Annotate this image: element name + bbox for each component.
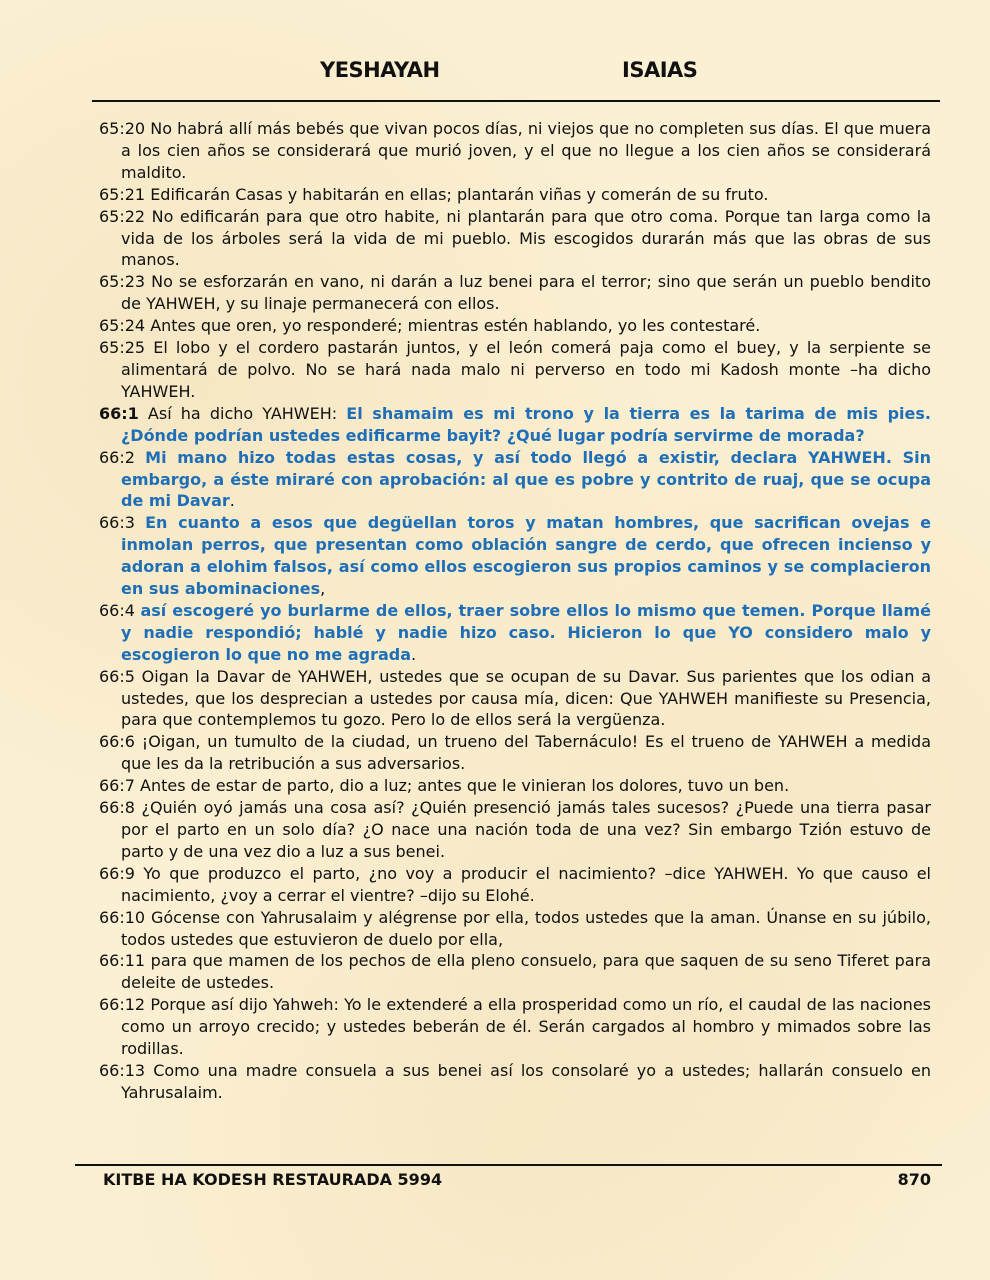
verse-highlight-text: En cuanto a esos que degüellan toros y matan hombres, que sacrifican ovejas e inmolan perros, que presentan como oblación sangre de cerdo, que ofrecen incienso y adoran a elohim falsos, así como ellos escogieron sus propios caminos y se complacieron en sus abominaciones (121, 513, 931, 599)
verse-ref: 66:4 (99, 600, 135, 620)
verse-text (135, 513, 145, 532)
verse-ref: 65:23 (99, 272, 146, 292)
verse-ref: 66:7 (99, 776, 135, 796)
verse-ref: 66:12 (99, 995, 146, 1015)
verse-text: Antes que oren, yo responderé; mientras estén hablando, yo les contestaré. (145, 316, 761, 336)
verse-highlight-text: El shamaim es mi trono y la tierra es la tarima de mis pies. ¿Dónde podrían ustedes edificarme bayit? ¿Qué lugar podría servirme de morada? (121, 403, 931, 445)
verse-ref: 65:24 (99, 316, 146, 336)
verse-66-10 (99, 907, 931, 951)
verse-text: Oigan la Davar de YAHWEH, ustedes que se ocupan de su Davar. Sus parientes que los odian a ustedes, que los desprecian a ustedes por causa mía, dicen: Que YAHWEH manifieste su Presencia, para que contemplemos tu gozo. Pero lo de ellos será la vergüenza. (121, 666, 931, 730)
verse-ref: 66:10 (99, 907, 146, 927)
verse-66-2 (99, 447, 931, 513)
verse-ref: 66:8 (99, 798, 135, 818)
verse-ref: 65:22 (99, 206, 146, 226)
footer-rule (75, 1164, 942, 1166)
verse-65-22 (99, 206, 931, 272)
footer-title: KITBE HA KODESH RESTAURADA 5994 (103, 1170, 443, 1189)
verse-highlight-text: Mi mano hizo todas estas cosas, y así todo llegó a existir, declara YAHWEH. Sin embargo, a éste miraré con aprobación: al que es pobre y contrito de ruaj, que se ocupa de mi Davar (121, 447, 932, 511)
page-header (0, 58, 990, 90)
verse-66-13 (99, 1060, 931, 1104)
verse-ref: 65:20 (99, 119, 146, 138)
verse-66-9 (99, 863, 931, 907)
verse-text: Como una madre consuela a sus benei así los consolaré yo a ustedes; hallarán consuelo en Yahrusalaim. (121, 1060, 931, 1102)
verse-text: Gócense con Yahrusalaim y alégrense por ella, todos ustedes que la aman. Únanse en su júbilo, todos ustedes que estuvieron de duelo por ella, (121, 907, 931, 949)
verse-ref: 65:25 (99, 338, 146, 358)
verse-65-20 (99, 118, 931, 184)
verse-ref: 66:11 (99, 951, 146, 971)
verse-66-12 (99, 994, 931, 1060)
verse-text: Edificarán Casas y habitarán en ellas; plantarán viñas y comerán de su fruto. (145, 184, 769, 204)
verse-tail: . (411, 644, 417, 664)
verse-ref: 66:5 (99, 666, 135, 686)
header-rule (92, 100, 940, 102)
verse-ref: 66:6 (99, 732, 135, 752)
verse-ref: 66:2 (99, 447, 135, 467)
verse-text: No habrá allí más bebés que vivan pocos días, ni viejos que no completen sus días. El que muera a los cien años se considerará que murió joven, y el que no llegue a los cien años se considerará maldito. (121, 119, 931, 182)
page-number: 870 (897, 1170, 931, 1189)
verse-text: para que mamen de los pechos de ella pleno consuelo, para que saquen de su seno Tiferet para deleite de ustedes. (121, 951, 931, 993)
verse-ref: 66:13 (99, 1060, 146, 1080)
verse-text: ¿Quién oyó jamás una cosa así? ¿Quién presenció jamás tales sucesos? ¿Puede una tierra pasar por el parto en un solo día? ¿O nace una nación toda de una vez? Sin embargo Tzión estuvo de parto y de una vez dio a luz a sus benei. (121, 798, 931, 861)
verse-66-1 (99, 403, 931, 447)
verse-text (135, 448, 145, 467)
verse-66-11 (99, 950, 931, 994)
verse-text: Antes de estar de parto, dio a luz; antes que le vinieran los dolores, tuvo un ben. (134, 776, 790, 796)
verse-66-7 (99, 775, 931, 797)
verse-text: Así ha dicho YAHWEH: (138, 403, 347, 423)
verse-ref: 66:3 (99, 513, 135, 533)
verse-text: El lobo y el cordero pastarán juntos, y el león comerá paja como el buey, y la serpiente se alimentará de polvo. No se hará nada malo ni perverso en todo mi Kadosh monte –ha dicho YAHWEH. (121, 338, 931, 401)
verse-ref: 66:9 (99, 863, 135, 883)
verse-66-5 (99, 666, 931, 732)
header-book-spanish: ISAIAS (622, 58, 698, 82)
verse-highlight-text: así escogeré yo burlarme de ellos, traer sobre ellos lo mismo que temen. Porque llamé y nadie respondió; hablé y nadie hizo caso. Hicieron lo que YO considero malo y escogieron lo que no me agrada (121, 600, 932, 664)
verse-tail: . (229, 491, 235, 511)
verse-text: No edificarán para que otro habite, ni plantarán para que otro coma. Porque tan larga como la vida de los árboles será la vida de mi pueblo. Mis escogidos durarán más que las obras de sus manos. (121, 206, 931, 270)
verse-66-4 (99, 600, 931, 666)
verse-tail: , (320, 579, 326, 599)
verse-ref: 65:21 (99, 184, 146, 204)
verse-text: Porque así dijo Yahweh: Yo le extenderé a ella prosperidad como un río, el caudal de las naciones como un arroyo crecido; y ustedes beberán de él. Serán cargados al hombro y mimados sobre las rodillas. (121, 995, 931, 1059)
verse-65-23 (99, 271, 931, 315)
page-footer (103, 1170, 931, 1194)
verse-66-6 (99, 731, 931, 775)
verse-list (99, 118, 931, 1104)
verse-65-24 (99, 315, 931, 337)
verse-ref: 66:1 (99, 403, 139, 423)
verse-66-3 (99, 512, 931, 600)
verse-65-25 (99, 337, 931, 403)
verse-65-21 (99, 184, 931, 206)
verse-text: Yo que produzco el parto, ¿no voy a producir el nacimiento? –dice YAHWEH. Yo que causo el nacimiento, ¿voy a cerrar el vientre? –dijo su Elohé. (121, 863, 931, 905)
verse-text: ¡Oigan, un tumulto de la ciudad, un trueno del Tabernáculo! Es el trueno de YAHWEH a medida que les da la retribución a sus adversarios. (121, 732, 931, 774)
verse-text: No se esforzarán en vano, ni darán a luz benei para el terror; sino que serán un pueblo bendito de YAHWEH, y su linaje permanecerá con ellos. (121, 272, 931, 314)
header-book-hebrew: YESHAYAH (320, 58, 440, 82)
verse-66-8 (99, 797, 931, 863)
